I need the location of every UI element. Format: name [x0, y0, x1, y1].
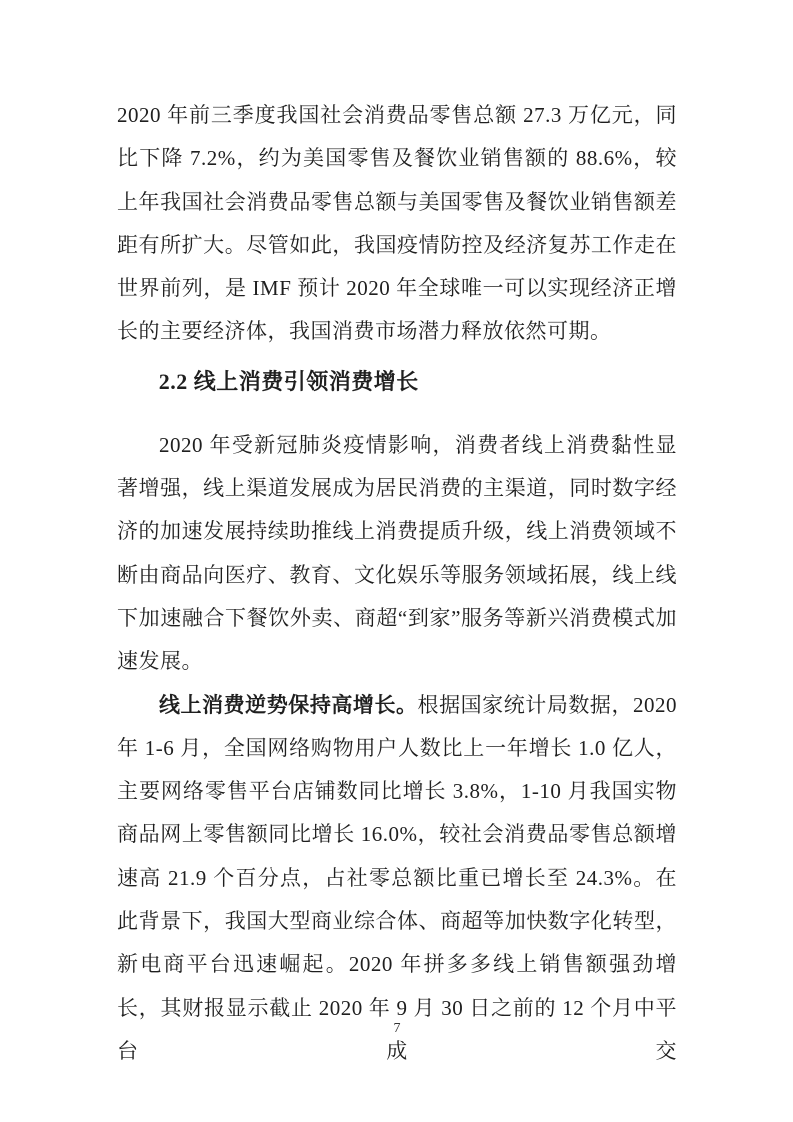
paragraph-online-growth: [117, 684, 677, 1074]
bold-lead-sentence: 线上消费逆势保持高增长。: [159, 692, 418, 717]
page-number: 7: [393, 1021, 401, 1036]
section-heading-2-2: 2.2 线上消费引领消费增长: [158, 368, 419, 394]
paragraph-retail-totals: 2020 年前三季度我国社会消费品零售总额 27.3 万亿元，同比下降 7.2%，约为美国零售及餐饮业销售额的 88.6%，较上年我国社会消费品零售总额与美国零售及餐饮业销售额差距有所扩大。尽管如此，我国疫情防控及经济复苏工作走在世界前列，是 IMF 预计 2020 年全球唯一可以实现经济正增长的主要经济体，我国消费市场潜力释放依然可期。: [117, 103, 677, 344]
paragraph-online-consumption: 2020 年受新冠肺炎疫情影响，消费者线上消费黏性显著增强，线上渠道发展成为居民消费的主渠道，同时数字经济的加速发展持续助推线上消费提质升级，线上消费领域不断由商品向医疗、教育、文化娱乐等服务领域拓展，线上线下加速融合下餐饮外卖、商超“到家”服务等新兴消费模式加速发展。: [117, 432, 677, 674]
page-content: [117, 94, 677, 1073]
growth-paragraph-text: 根据国家统计局数据，2020 年 1-6 月，全国网络购物用户人数比上一年增长 1.0 亿人，主要网络零售平台店铺数同比增长 3.8%，1-10 月我国实物商品网上零售额同比增长 16.0%，较社会消费品零售总额增速高 21.9 个百分点，占社零总额比重已增长至 24.3%。在此背景下，我国大型商业综合体、商超等加快数字化转型，新电商平台迅速崛起。2020 年拼多多线上销售额强劲增长，其财报显示截止 2020 年 9 月 30 日之前的 12 个月中平台成交: [117, 692, 678, 1063]
